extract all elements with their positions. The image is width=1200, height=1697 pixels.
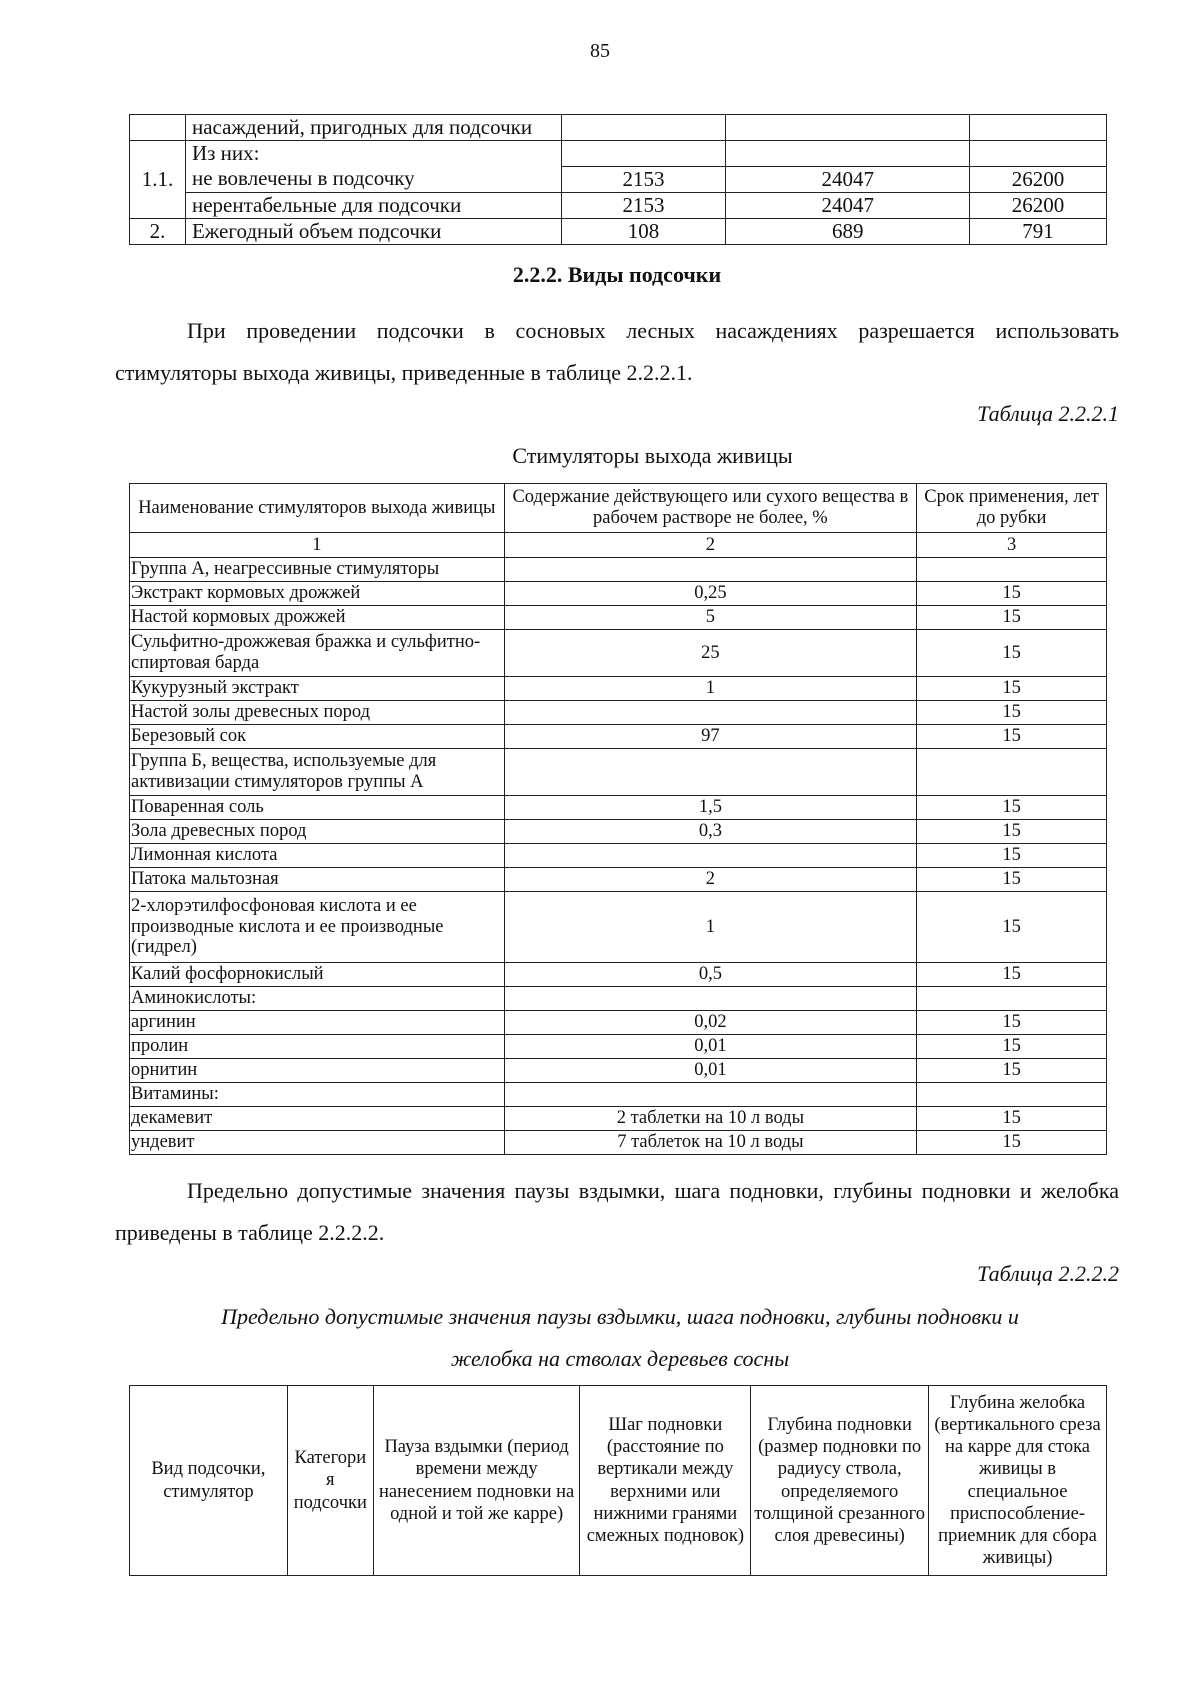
row-value: 24047 [726,167,970,193]
table-row [130,115,1107,141]
table-caption [120,1296,1120,1380]
table-label: Таблица 2.2.2.1 [977,401,1119,426]
stimulator-content [504,987,916,1011]
stimulator-term: 15 [917,820,1107,844]
row-value [970,115,1107,141]
stimulator-term: 15 [917,725,1107,749]
page-number: 85 [590,40,610,62]
stimulator-content: 97 [504,725,916,749]
stimulator-term: 15 [917,1035,1107,1059]
stimulator-name: Витамины: [130,1083,505,1107]
stimulator-content: 1 [504,892,916,963]
column-header: Пауза вздымки (период времени между нанесением подновки на одной и той же карре) [373,1386,580,1576]
stimulator-term: 15 [917,630,1107,677]
stimulator-term: 15 [917,963,1107,987]
stimulator-content [504,844,916,868]
table-row [130,844,1107,868]
stimulator-term: 15 [917,1131,1107,1155]
row-value [726,115,970,141]
stimulator-name: Кукурузный экстракт [130,677,505,701]
column-header: Содержание действующего или сухого вещества в рабочем растворе не более, % [504,484,916,533]
table-header-row [130,1386,1107,1576]
table-header-row [130,484,1107,533]
stimulator-term: 15 [917,844,1107,868]
column-header: Категори я подсочки [287,1386,373,1576]
stimulator-content [504,749,916,796]
row-label: Ежегодный объем подсочки [185,219,561,245]
stimulator-content [504,1083,916,1107]
row-value: 26200 [970,167,1107,193]
table-row [130,987,1107,1011]
stimulator-content: 0,3 [504,820,916,844]
table-row [130,892,1107,963]
stimulator-name: пролин [130,1035,505,1059]
stimulator-content: 0,02 [504,1011,916,1035]
stimulator-name: аргинин [130,1011,505,1035]
stimulator-term: 15 [917,892,1107,963]
column-header: Глубина желобка (вертикального среза на карре для стока живицы в специальное приспособление-приемник для сбора живицы) [929,1386,1107,1576]
table-row [130,582,1107,606]
row-label: Из них: [185,141,561,167]
paragraph [115,1170,1119,1254]
stimulator-name: Зола древесных пород [130,820,505,844]
table-row [130,749,1107,796]
stimulator-term: 15 [917,606,1107,630]
table-caption-line: желобка на стволах деревьев сосны [450,1346,790,1371]
table-row [130,1059,1107,1083]
table-row [130,796,1107,820]
stimulator-term: 15 [917,582,1107,606]
row-value [561,115,726,141]
column-number: 3 [917,533,1107,558]
stimulator-content: 0,01 [504,1035,916,1059]
row-label: насаждений, пригодных для подсочки [185,115,561,141]
stimulator-name: Поваренная соль [130,796,505,820]
stimulator-content: 2 [504,868,916,892]
stimulator-content [504,558,916,582]
stimulator-content: 5 [504,606,916,630]
column-number: 1 [130,533,505,558]
stimulator-term [917,987,1107,1011]
stimulator-name: Группа А, неагрессивные стимуляторы [130,558,505,582]
paragraph [115,310,1119,394]
paragraph-text: При проведении подсочки в сосновых лесных насаждениях разрешается использовать стимуляторы выхода живицы, приведенные в таблице 2.2.2.1. [115,318,1119,385]
stimulator-name: Настой кормовых дрожжей [130,606,505,630]
stimulator-name: Экстракт кормовых дрожжей [130,582,505,606]
stimulator-name: Лимонная кислота [130,844,505,868]
column-number: 2 [504,533,916,558]
stimulator-term: 15 [917,1107,1107,1131]
stimulator-content: 25 [504,630,916,677]
table-row [130,1131,1107,1155]
row-value: 689 [726,219,970,245]
table-row [130,868,1107,892]
stimulator-content: 0,25 [504,582,916,606]
table-label: Таблица 2.2.2.2 [977,1261,1119,1286]
stimulator-term: 15 [917,1059,1107,1083]
stimulator-content: 0,5 [504,963,916,987]
stimulator-name: Сульфитно-дрожжевая бражка и сульфитно-спиртовая барда [130,630,505,677]
stimulator-content: 0,01 [504,1059,916,1083]
row-label: не вовлечены в подсочку [185,167,561,193]
row-value [561,141,726,167]
stimulator-name: 2-хлорэтилфосфоновая кислота и ее производные кислота и ее производные (гидрел) [130,892,505,963]
table-row [130,193,1107,219]
table-caption: Стимуляторы выхода живицы [512,443,793,468]
stimulator-name: декамевит [130,1107,505,1131]
column-header: Глубина подновки (размер подновки по радиусу ствола, определяемого толщиной срезанного слоя древесины) [751,1386,929,1576]
table-row [130,820,1107,844]
stimulator-name: Патока мальтозная [130,868,505,892]
table-row [130,1035,1107,1059]
table-row [130,219,1107,245]
stimulator-name: Березовый сок [130,725,505,749]
stimulator-term: 15 [917,796,1107,820]
stimulator-name: ундевит [130,1131,505,1155]
column-header: Вид подсочки, стимулятор [130,1386,288,1576]
forest-tapping-summary-table [129,114,1107,245]
stimulator-term: 15 [917,701,1107,725]
table-row [130,141,1107,167]
column-header: Наименование стимуляторов выхода живицы [130,484,505,533]
stimulator-name: Группа Б, вещества, используемые для активизации стимуляторов группы А [130,749,505,796]
table-row [130,1011,1107,1035]
stimulator-term: 15 [917,868,1107,892]
stimulator-name: Калий фосфорнокислый [130,963,505,987]
stimulator-term [917,1083,1107,1107]
stimulator-content: 1,5 [504,796,916,820]
table-row [130,725,1107,749]
table-row [130,558,1107,582]
column-number-row [130,533,1107,558]
table-row [130,1083,1107,1107]
stimulator-content: 1 [504,677,916,701]
table-row [130,677,1107,701]
stimulator-name: Настой золы древесных пород [130,701,505,725]
row-value: 2153 [561,193,726,219]
table-row [130,630,1107,677]
tapping-limits-table [129,1385,1107,1576]
stimulators-table [129,483,1107,1155]
row-value: 791 [970,219,1107,245]
stimulator-name: Аминокислоты: [130,987,505,1011]
row-value: 24047 [726,193,970,219]
row-value [970,141,1107,167]
table-row [130,701,1107,725]
row-value: 2153 [561,167,726,193]
table-row [130,167,1107,193]
row-number [130,115,186,141]
paragraph-text: Предельно допустимые значения паузы вздымки, шага подновки, глубины подновки и желобка приведены в таблице 2.2.2.2. [115,1178,1119,1245]
stimulator-term [917,749,1107,796]
column-header: Срок применения, лет до рубки [917,484,1107,533]
stimulator-content: 2 таблетки на 10 л воды [504,1107,916,1131]
table-row [130,963,1107,987]
table-row [130,1107,1107,1131]
row-number: 2. [130,219,186,245]
row-label: нерентабельные для подсочки [185,193,561,219]
stimulator-term [917,558,1107,582]
stimulator-content: 7 таблеток на 10 л воды [504,1131,916,1155]
stimulator-term: 15 [917,1011,1107,1035]
row-number: 1.1. [130,141,186,219]
row-value [726,141,970,167]
column-header: Шаг подновки (расстояние по вертикали между верхними или нижними гранями смежных подновок) [580,1386,751,1576]
table-row [130,606,1107,630]
section-title: 2.2.2. Виды подсочки [512,262,722,287]
row-value: 26200 [970,193,1107,219]
row-value: 108 [561,219,726,245]
stimulator-content [504,701,916,725]
table-caption-line: Предельно допустимые значения паузы вздымки, шага подновки, глубины подновки и [221,1304,1019,1329]
stimulator-term: 15 [917,677,1107,701]
stimulator-name: орнитин [130,1059,505,1083]
